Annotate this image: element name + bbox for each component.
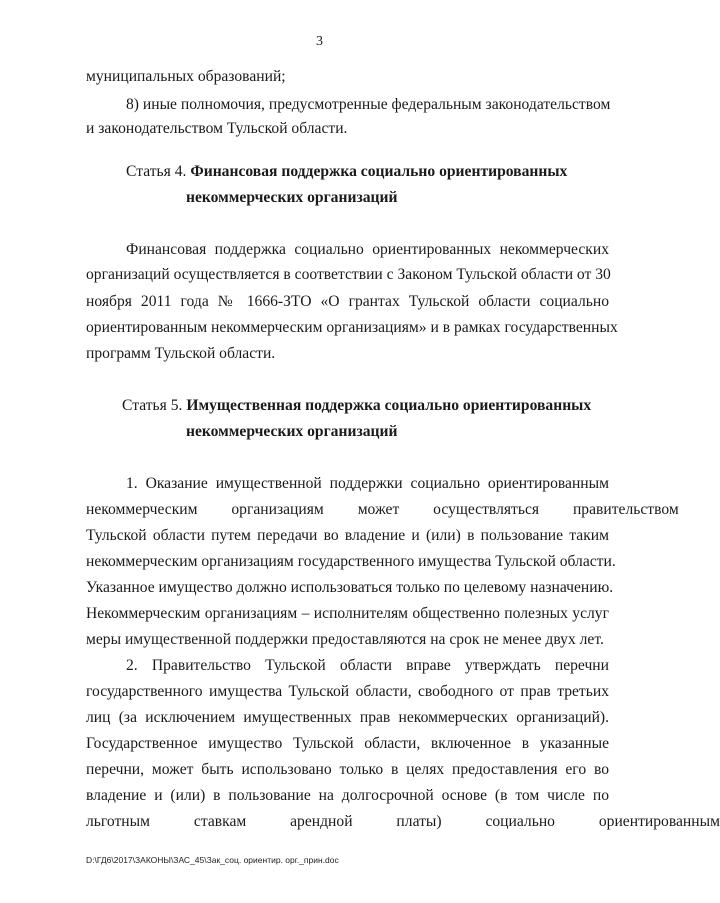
article-4-heading: [126, 162, 567, 182]
text-line: некоммерческим организациям государственного имущества Тульской области.: [86, 553, 616, 570]
text-line: 8) иные полномочия, предусмотренные федеральным законодательством: [126, 96, 611, 113]
text-line: 2. Правительство Тульской области вправе утверждать перечни: [126, 657, 609, 674]
text-line: программ Тульской области.: [86, 345, 276, 362]
article-4-title-cont: некоммерческих организаций: [186, 189, 398, 206]
text-line: Тульской области путем передачи во владение и (или) в пользование таким: [86, 527, 609, 544]
text-line: некоммерческим организациям может осуществляться правительством: [86, 501, 679, 518]
article-5-heading: [122, 396, 591, 416]
text-line: организаций осуществляется в соответствии с Законом Тульской области от 30: [86, 266, 611, 283]
text-line: государственного имущества Тульской области, свободного от прав третьих: [86, 683, 609, 700]
article-4-prefix: Статья 4.: [126, 163, 191, 180]
file-path-footer: D:\ГД6\2017\ЗАКОНЫ\ЗАС_45\Зак_соц. ориентир. орг._прин.doc: [86, 855, 339, 865]
text-line: меры имущественной поддержки предоставляются на срок не менее двух лет.: [86, 631, 604, 648]
text-line: Некоммерческим организациям – исполнителям общественно полезных услуг: [86, 605, 609, 622]
text-line: ориентированным некоммерческим организациям» и в рамках государственных: [86, 319, 618, 336]
text-line: ноября 2011 года № 1666-ЗТО «О грантах Тульской области социально: [86, 293, 609, 310]
article-4-title: Финансовая поддержка социально ориентированных: [190, 163, 568, 180]
text-line: лиц (за исключением имущественных прав некоммерческих организаций).: [86, 709, 609, 726]
text-line: перечни, может быть использовано только в целях предоставления его во: [86, 761, 609, 778]
text-line: Указанное имущество должно использоваться только по целевому назначению.: [86, 579, 614, 596]
text-line: льготным ставкам арендной платы) социально ориентированным: [86, 813, 720, 830]
text-line: муниципальных образований;: [86, 68, 286, 85]
article-5-title-cont: некоммерческих организаций: [186, 423, 398, 440]
article-5-prefix: Статья 5.: [122, 397, 187, 414]
article-5-title: Имущественная поддержка социально ориентированных: [186, 397, 592, 414]
text-line: Финансовая поддержка социально ориентированных некоммерческих: [126, 241, 609, 258]
text-line: 1. Оказание имущественной поддержки социально ориентированным: [126, 475, 609, 492]
text-line: Государственное имущество Тульской области, включенное в указанные: [86, 735, 609, 752]
text-line: владение и (или) в пользование на долгосрочной основе (в том числе по: [86, 787, 609, 804]
page-number: 3: [316, 34, 323, 49]
text-line: и законодательством Тульской области.: [86, 120, 348, 137]
